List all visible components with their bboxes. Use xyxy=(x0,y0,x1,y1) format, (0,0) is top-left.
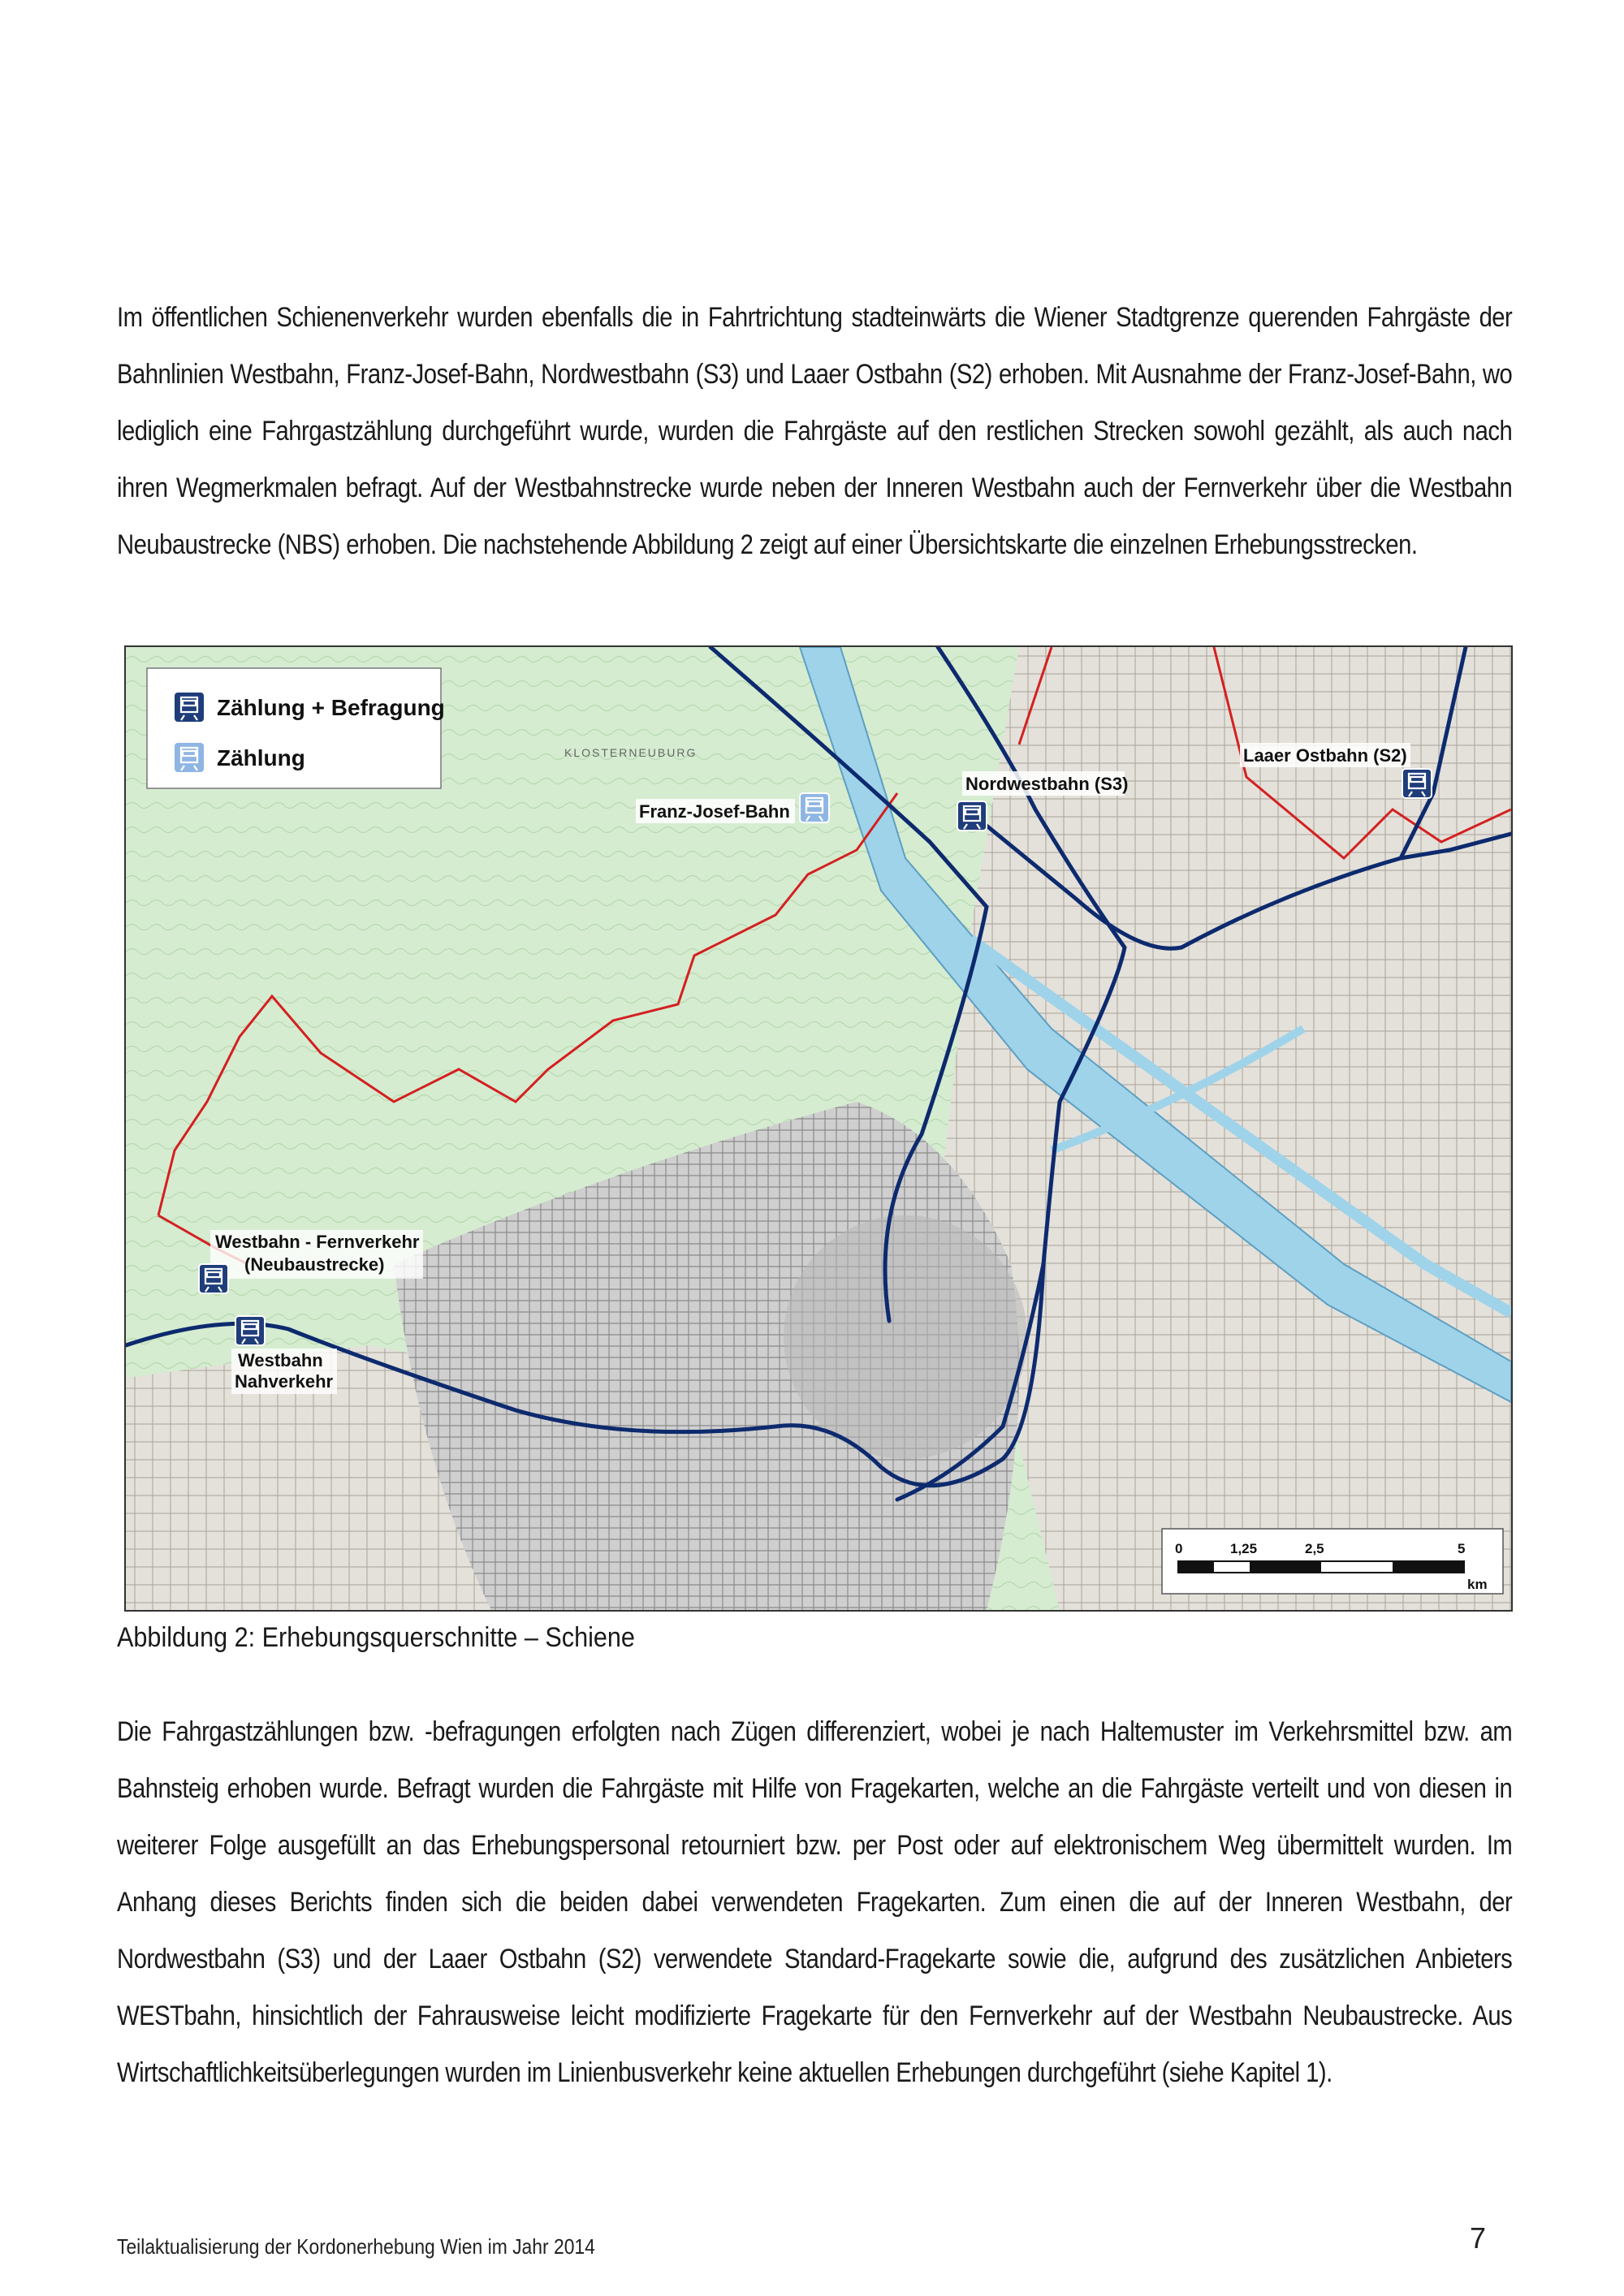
svg-text:0: 0 xyxy=(1175,1541,1183,1556)
svg-text:Westbahn - Fernverkehr: Westbahn - Fernverkehr xyxy=(215,1232,420,1252)
svg-text:2,5: 2,5 xyxy=(1305,1541,1324,1556)
place-label: KLOSTERNEUBURG xyxy=(564,746,698,759)
svg-text:(Neubaustrecke): (Neubaustrecke) xyxy=(244,1254,385,1275)
body-paragraph: Die Fahrgastzählungen bzw. -befragungen erfolgten nach Zügen differenziert, wobei je nach Haltemuster im Verkehrsmittel bzw. am Bahnsteig erhoben wurde. Befragt wurden die Fahrgäste mit Hilfe von Fragekarten, welche an die Fahrgäste verteilt und von diesen in weiterer Folge ausgefüllt an das Erhebungspersonal retourniert bzw. per Post oder auf elektronischem Weg übermittelt wurden. Im Anhang dieses Berichts finden sich die beiden dabei verwendeten Fragekarten. Zum einen die auf der Inneren Westbahn, der Nordwestbahn (S3) und der Laaer Ostbahn (S2) verwendete Standard-Fragekarte sowie die, aufgrund des zusätzlichen Anbieters WESTbahn, hinsichtlich der Fahrausweise leicht modifizierte Fragekarte für den Fernverkehr auf der Westbahn Neubaustrecke. Aus Wirtschaftlichkeitsüberlegungen wurden im Linienbusverkehr keine aktuellen Erhebungen durchgeführt (siehe Kapitel 1). xyxy=(117,1716,1513,2088)
scale-bar xyxy=(1162,1529,1503,1594)
map-legend xyxy=(147,668,445,788)
svg-text:Nordwestbahn (S3): Nordwestbahn (S3) xyxy=(965,774,1129,794)
map-area-inner-city xyxy=(784,1215,1027,1459)
svg-text:Zählung: Zählung xyxy=(217,745,305,770)
svg-text:5: 5 xyxy=(1458,1541,1466,1556)
svg-text:Nahverkehr: Nahverkehr xyxy=(235,1371,334,1392)
figure-caption: Abbildung 2: Erhebungsquerschnitte – Schiene xyxy=(117,1622,635,1653)
survey-map xyxy=(124,645,1513,1612)
svg-text:Westbahn: Westbahn xyxy=(238,1350,323,1370)
svg-text:1,25: 1,25 xyxy=(1230,1541,1258,1556)
svg-text:Laaer Ostbahn (S2): Laaer Ostbahn (S2) xyxy=(1243,745,1407,766)
intro-paragraph: Im öffentlichen Schienenverkehr wurden ebenfalls die in Fahrtrichtung stadteinwärts die Wiener Stadtgrenze querenden Fahrgäste der Bahnlinien Westbahn, Franz-Josef-Bahn, Nordwestbahn (S3) und Laaer Ostbahn (S2) erhoben. Mit Ausnahme der Franz-Josef-Bahn, wo lediglich eine Fahrgastzählung durchgeführt wurde, wurden die Fahrgäste auf den restlichen Strecken sowohl gezählt, als auch nach ihren Wegmerkmalen befragt. Auf der Westbahnstrecke wurde neben der Inneren Westbahn auch der Fernverkehr über die Westbahn Neubaustrecke (NBS) erhoben. Die nachstehende Abbildung 2 zeigt auf einer Übersichtskarte die einzelnen Erhebungsstrecken. xyxy=(117,302,1513,560)
page-number: 7 xyxy=(1470,2221,1487,2255)
svg-text:Franz-Josef-Bahn: Franz-Josef-Bahn xyxy=(639,801,790,822)
svg-text:km: km xyxy=(1467,1577,1488,1592)
page-footer: Teilaktualisierung der Kordonerhebung Wien im Jahr 2014 xyxy=(117,2234,595,2259)
svg-text:Zählung + Befragung: Zählung + Befragung xyxy=(217,695,445,720)
